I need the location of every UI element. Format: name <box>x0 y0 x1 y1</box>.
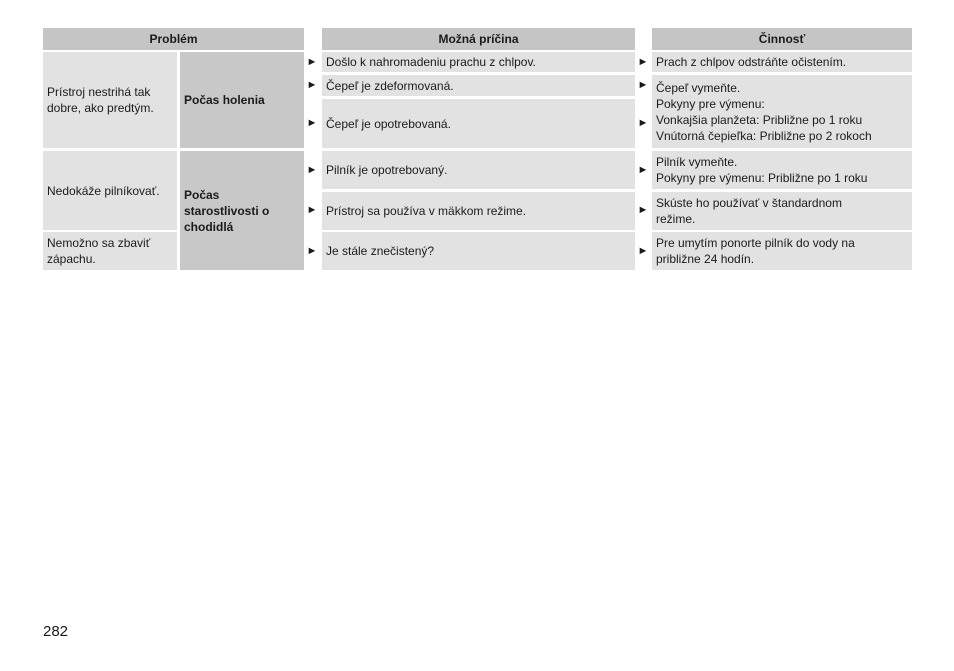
arrow-icon: ► <box>637 164 649 176</box>
page-number: 282 <box>43 623 69 640</box>
action-line: režime. <box>656 212 696 226</box>
header-action: Činnosť <box>652 28 912 50</box>
action-cell-2 <box>652 75 912 148</box>
problem-cell-3 <box>43 232 177 270</box>
context-text: Počas holenia <box>184 93 265 107</box>
cause-text: Došlo k nahromadeniu prachu z chlpov. <box>326 55 536 69</box>
action-line: približne 24 hodín. <box>656 252 755 266</box>
cause-text: Čepeľ je zdeformovaná. <box>326 78 454 93</box>
action-line: Pre umytím ponorte pilník do vody na <box>656 236 855 250</box>
action-line: Čepeľ vymeňte. <box>656 80 741 95</box>
problem-cell-1 <box>43 52 177 148</box>
cause-text: Prístroj sa používa v mäkkom režime. <box>326 204 527 218</box>
arrow-icon: ► <box>637 56 649 68</box>
action-cell-1 <box>652 52 912 72</box>
cause-text: Je stále znečistený? <box>326 244 435 258</box>
cause-text: Pilník je opotrebovaný. <box>326 163 448 177</box>
action-line: Vonkajšia planžeta: Približne po 1 roku <box>656 112 863 127</box>
cause-cell-4 <box>322 151 635 189</box>
header-problem: Problém <box>43 28 304 50</box>
action-line: Pokyny pre výmenu: <box>656 96 765 111</box>
cause-cell-1 <box>322 52 635 72</box>
arrow-icon: ► <box>306 204 318 216</box>
problem-text: Nemožno sa zbaviť zápachu. <box>47 236 151 266</box>
context-cell-1 <box>180 52 304 148</box>
arrow-icon: ► <box>637 204 649 216</box>
action-line: Pilník vymeňte. <box>656 155 738 169</box>
arrow-icon: ► <box>306 56 318 68</box>
action-line: Prach z chlpov odstráňte očistením. <box>656 55 847 69</box>
arrow-icon: ► <box>637 79 649 91</box>
action-cell-4 <box>652 192 912 230</box>
action-line: Pokyny pre výmenu: Približne po 1 roku <box>656 171 868 185</box>
action-cell-3 <box>652 151 912 189</box>
cause-cell-2 <box>322 75 635 96</box>
context-cell-2 <box>180 151 304 270</box>
arrow-icon: ► <box>306 117 318 129</box>
arrow-icon: ► <box>306 79 318 91</box>
cause-cell-6 <box>322 232 635 270</box>
header-cause: Možná príčina <box>322 28 635 50</box>
arrow-icon: ► <box>637 117 649 129</box>
problem-text: Prístroj nestrihá tak dobre, ako predtým. <box>47 85 154 115</box>
problem-text: Nedokáže pilníkovať. <box>47 183 160 198</box>
action-line: Skúste ho používať v štandardnom <box>656 196 842 210</box>
cause-cell-5 <box>322 192 635 230</box>
action-cell-5 <box>652 232 912 270</box>
cause-cell-3 <box>322 99 635 148</box>
context-text: Počas starostlivosti o chodidlá <box>184 187 270 234</box>
cause-text: Čepeľ je opotrebovaná. <box>326 116 451 131</box>
problem-cell-2 <box>43 151 177 230</box>
arrow-icon: ► <box>637 245 649 257</box>
action-line: Vnútorná čepieľka: Približne po 2 rokoch <box>656 128 872 143</box>
arrow-icon: ► <box>306 164 318 176</box>
arrow-icon: ► <box>306 245 318 257</box>
